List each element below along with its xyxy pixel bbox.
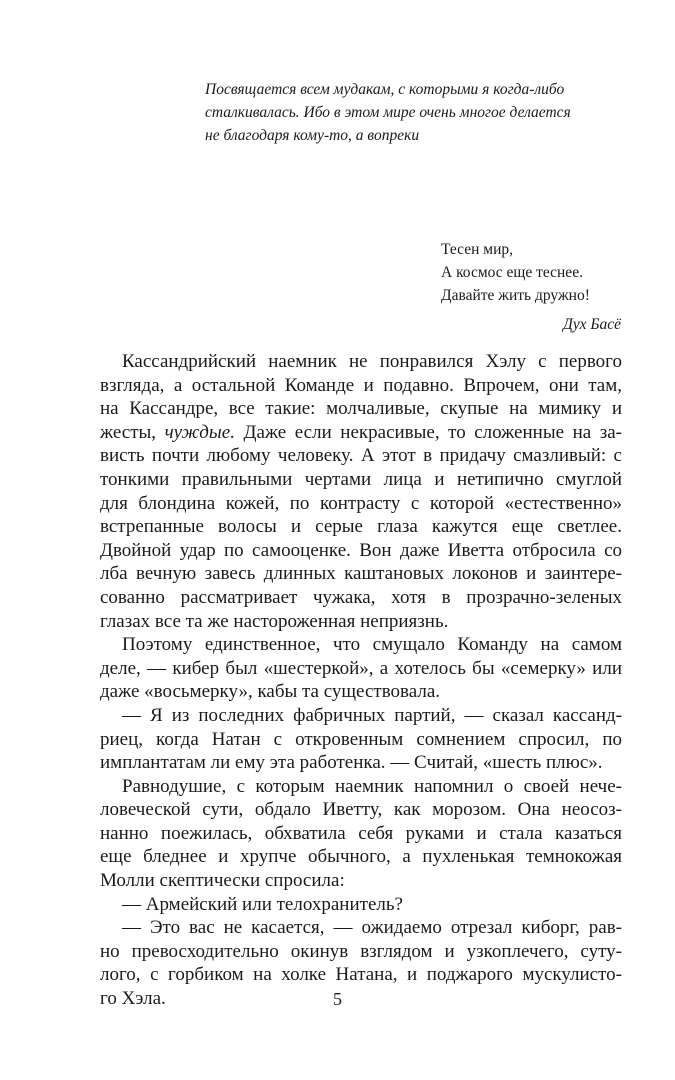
text-line: риец, когда Натан с откровенным сомнением спросил, по [100,728,622,750]
epigraph [441,238,621,336]
text-line: даже «восьмерку», кабы та существовала. [100,681,441,703]
dedication-line: сталкивалась. Ибо в этом мире очень многое делается [205,104,571,121]
text-line: сованно рассматривает чужака, хотя в прозрачно-зеленых [100,586,622,608]
text-line: — Я из последних фабричных партий, — сказал кассанд- [122,704,622,726]
text-line: на Кассандре, все такие: молчаливые, скупые на мимику и [100,398,622,420]
text-line: для блондина кожей, по контрасту с которой «естественно» [100,492,622,514]
dedication-line: не благодаря кому-то, а вопреки [205,127,420,144]
epigraph-line: А космос еще теснее. [441,264,583,281]
body-text [100,350,622,1011]
text-line: ловеческой сути, обдало Иветту, как морозом. Она неосоз- [100,799,622,821]
text-line: взгляда, а остальной Команде и подавно. Впрочем, они там, [100,374,622,396]
dedication [205,78,625,147]
page-number: 5 [333,989,342,1009]
text-line: лба вечную завесь длинных каштановых локонов и заинтере- [100,563,622,585]
text-line: го Хэла. [100,988,166,1010]
text-line: Поэтому единственное, что смущало Команду на самом [122,634,622,656]
text-line: глазах все та же настороженная неприязнь. [100,610,449,632]
text-line: висть почти любому человеку. А этот в придачу смазливый: с [100,445,622,467]
text-line: Молли скептически спросила: [100,870,345,892]
text-line: нанно поежилась, обхватила себя руками и стала казаться [100,822,622,844]
text-line: Равнодушие, с которым наемник напомнил о своей нече- [122,775,622,797]
text-line: Двойной удар по самооценке. Вон даже Иветта отбросила со [100,539,622,561]
text-line: — Армейский или телохранитель? [122,893,403,915]
text-line: встрепанные волосы и серые глаза кажутся еще светлее. [100,516,622,538]
text-line: еще бледнее и хрупче обычного, а пухленькая темнокожая [100,846,622,868]
text-line: но превосходительно окинув взглядом и узкоплечего, суту- [100,940,622,962]
epigraph-author: Дух Басё [563,316,621,333]
text-line: лого, с горбиком на холке Натана, и поджарого мускулисто- [100,964,622,986]
epigraph-line: Тесен мир, [441,241,513,258]
emphasis: чуждые. [164,421,235,443]
epigraph-line: Давайте жить дружно! [441,287,590,304]
text-line: деле, — кибер был «шестеркой», а хотелось бы «семерку» или [100,657,622,679]
text-line: имплантатам ли ему эта работенка. — Считай, «шесть плюс». [100,752,603,774]
text-line: — Это вас не касается, — ожидаемо отрезал киборг, рав- [122,917,622,939]
text-line: Кассандрийский наемник не понравился Хэлу с первого [122,351,622,372]
text-line: жесты, чуждые. Даже если некрасивые, то сложенные на за- [100,421,622,443]
dedication-line: Посвящается всем мудакам, с которыми я когда-либо [205,81,565,98]
text-line: тонкими правильными чертами лица и нетипично смуглой [100,468,622,490]
